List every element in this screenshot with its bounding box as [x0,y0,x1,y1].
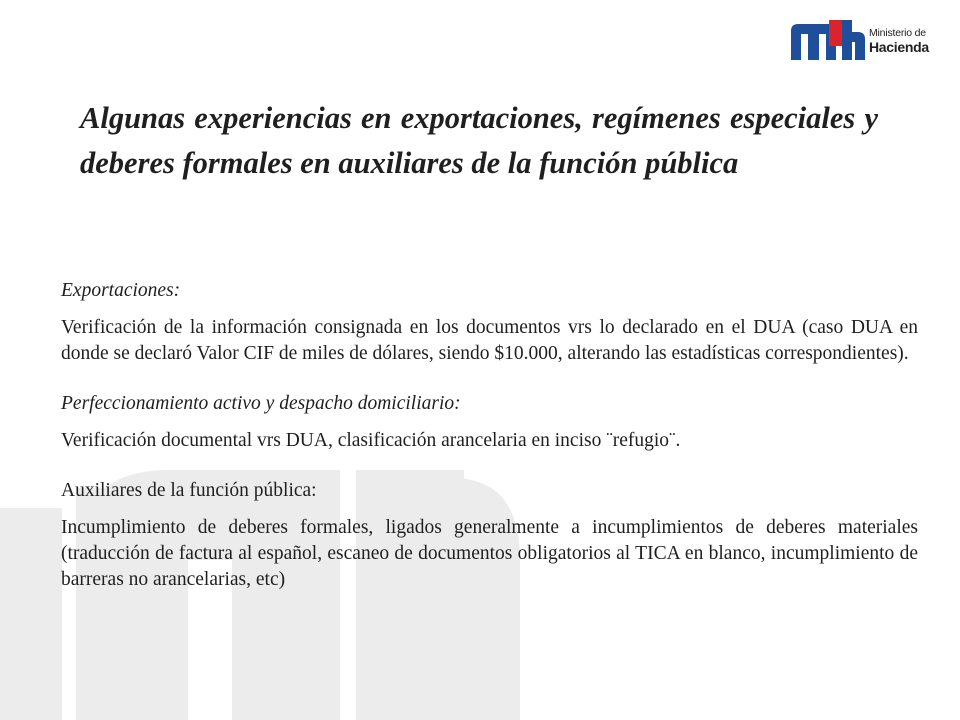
slide-title: Algunas experiencias en exportaciones, regímenes especiales y deberes formales en auxiliares de la función pública [80,101,878,180]
section-body-perfeccionamiento: Verificación documental vrs DUA, clasificación arancelaria en inciso ¨refugio¨. [61,430,681,451]
logo-hacienda-text: Hacienda [869,38,929,55]
slide-content [61,278,918,593]
section-body-auxiliares: Incumplimiento de deberes formales, ligados generalmente a incumplimientos de deberes materiales (traducción de factura al español, escaneo de documentos obligatorios al TICA en blanco, incumplimiento de barreras no arancelarias, etc) [61,517,918,590]
section-heading-exportaciones: Exportaciones: [61,280,181,301]
section-heading-auxiliares: Auxiliares de la función pública: [61,480,317,501]
logo-ministerio-text: Ministerio de [869,27,926,39]
mh-logo-icon [790,20,866,60]
section-heading-perfeccionamiento: Perfeccionamiento activo y despacho domiciliario: [61,393,461,414]
section-body-exportaciones: Verificación de la información consignada en los documentos vrs lo declarado en el DUA (caso DUA en donde se declaró Valor CIF de miles de dólares, siendo $10.000, alterando las estadísticas correspondientes). [61,317,918,364]
ministerio-hacienda-logo [790,18,940,64]
